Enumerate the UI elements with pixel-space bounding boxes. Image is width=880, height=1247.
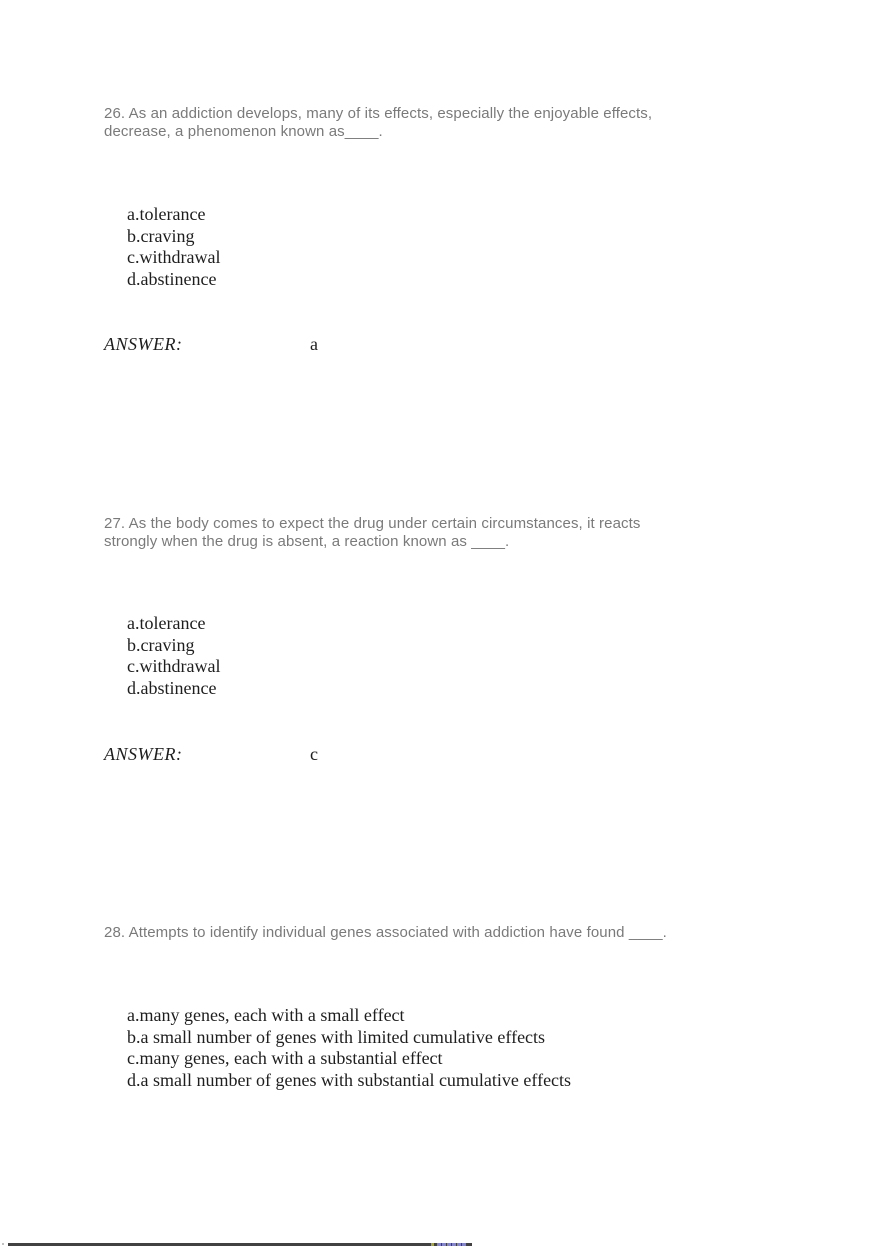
question-27-options	[127, 613, 220, 699]
option-27-b: b.craving	[127, 634, 195, 655]
scrollbar-mark	[447, 1243, 451, 1246]
option-28-c: c.many genes, each with a substantial effect	[127, 1048, 443, 1069]
option-27-a: a.tolerance	[127, 613, 206, 633]
question-27-text: 27. As the body comes to expect the drug under certain circumstances, it reacts strongly when the drug is absent, a reaction known as ____.	[104, 515, 641, 550]
option-27-d: d.abstinence	[127, 677, 217, 698]
footer-dot	[2, 1243, 4, 1245]
scrollbar-mark	[437, 1243, 441, 1246]
answer-value-27: c	[310, 744, 318, 764]
question-28-options	[127, 1005, 571, 1091]
option-26-a: a.tolerance	[127, 204, 206, 224]
scrollbar-mark	[431, 1243, 434, 1246]
answer-label-27: ANSWER:	[104, 744, 183, 764]
option-28-a: a.many genes, each with a small effect	[127, 1005, 405, 1025]
option-26-d: d.abstinence	[127, 268, 217, 289]
answer-row-27	[104, 743, 504, 765]
question-26-options	[127, 204, 220, 290]
option-26-c: c.withdrawal	[127, 247, 221, 268]
option-27-c: c.withdrawal	[127, 656, 221, 677]
scrollbar-mark	[457, 1243, 461, 1246]
answer-row-26	[104, 333, 504, 355]
bottom-scrollbar[interactable]	[8, 1243, 472, 1246]
answer-label-26: ANSWER:	[104, 334, 183, 354]
answer-value-26: a	[310, 334, 318, 354]
option-28-b: b.a small number of genes with limited cumulative effects	[127, 1026, 546, 1047]
option-28-d: d.a small number of genes with substantial cumulative effects	[127, 1069, 572, 1090]
scrollbar-mark	[442, 1243, 446, 1246]
option-26-b: b.craving	[127, 225, 195, 246]
question-28-text: 28. Attempts to identify individual genes associated with addiction have found ____.	[104, 924, 667, 941]
question-26-text: 26. As an addiction develops, many of its effects, especially the enjoyable effects, decrease, a phenomenon known as____.	[104, 105, 653, 140]
scrollbar-mark	[452, 1243, 456, 1246]
scrollbar-mark	[462, 1243, 466, 1246]
